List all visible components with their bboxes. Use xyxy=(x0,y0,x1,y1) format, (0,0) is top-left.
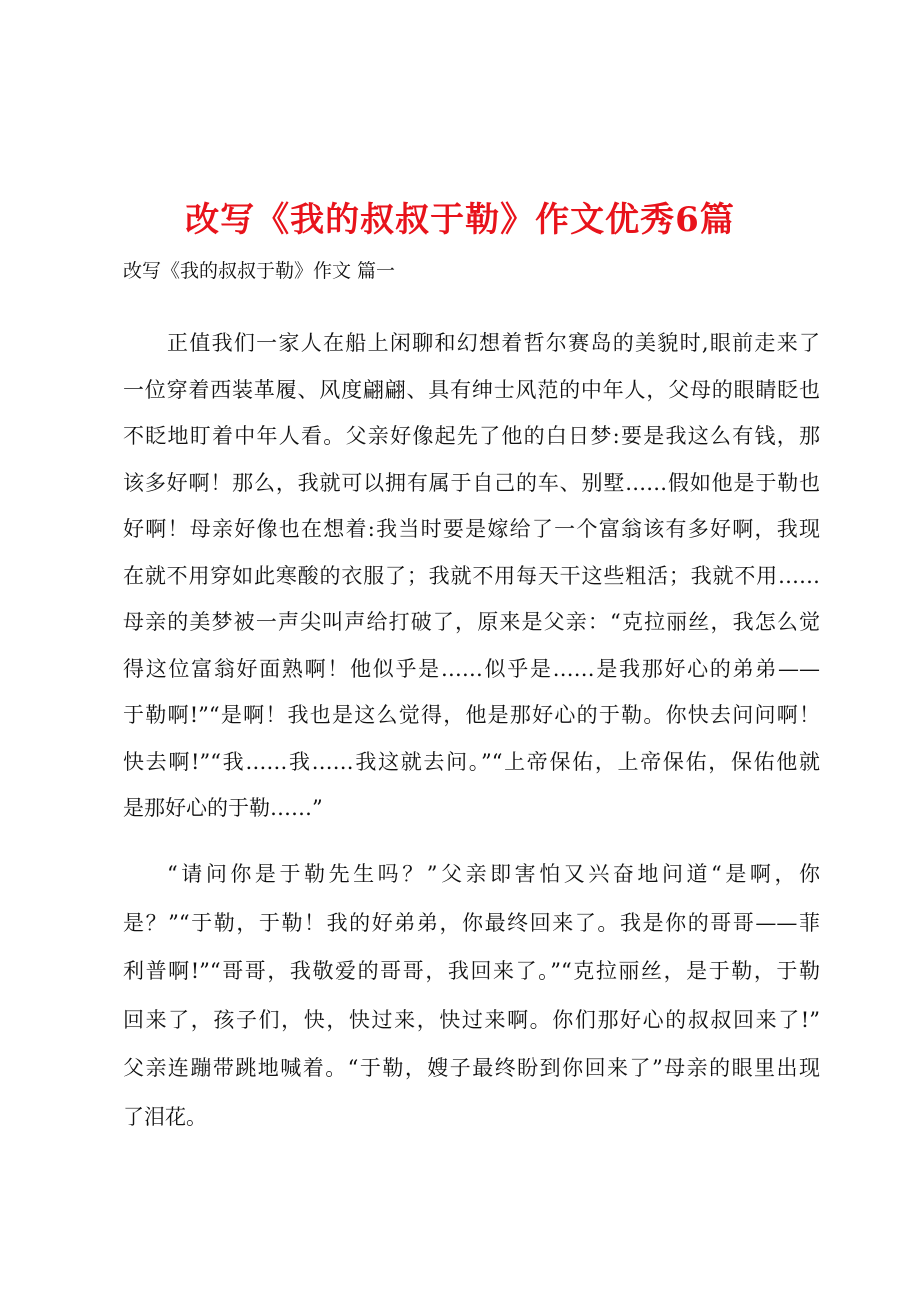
text-line: 利普啊!”“哥哥，我敬爱的哥哥，我回来了。”“克拉丽丝，是于勒，于勒 xyxy=(123,959,820,983)
text-line: 得这位富翁好面熟啊！他似乎是……似乎是……是我那好心的弟弟—— xyxy=(123,656,820,681)
section-heading: 改写《我的叔叔于勒》作文 篇一 xyxy=(123,260,396,282)
text-line: 是那好心的于勒……” xyxy=(123,796,323,820)
text-line: 在就不用穿如此寒酸的衣服了；我就不用每天干这些粗活；我就不用…… xyxy=(123,563,820,588)
text-line: 快去啊!”“我……我……我这就去问。”“上帝保佑，上帝保佑，保佑他就 xyxy=(123,749,820,774)
text-line: 于勒啊!”“是啊！我也是这么觉得，他是那好心的于勒。你快去问问啊！ xyxy=(123,703,820,727)
text-line: 母亲的美梦被一声尖叫声给打破了，原来是父亲：“克拉丽丝，我怎么觉 xyxy=(123,610,820,634)
text-line: 好啊！母亲好像也在想着:我当时要是嫁给了一个富翁该有多好啊，我现 xyxy=(123,517,820,541)
text-line: 正值我们一家人在船上闲聊和幻想着哲尔赛岛的美貌时,眼前走来了 xyxy=(167,331,820,355)
text-line: 是？”“于勒，于勒！我的好弟弟，你最终回来了。我是你的哥哥——菲 xyxy=(123,910,820,935)
paragraph-2 xyxy=(123,862,820,1153)
text-line: 回来了，孩子们，快，快过来，快过来啊。你们那好心的叔叔回来了!” xyxy=(123,1007,820,1032)
text-line: 不眨地盯着中年人看。父亲好像起先了他的白日梦:要是我这么有钱，那 xyxy=(123,424,820,448)
paragraph-1 xyxy=(123,331,820,843)
text-line: 了泪花。 xyxy=(123,1104,207,1129)
text-line: 一位穿着西装革履、风度翩翩、具有绅士风范的中年人，父母的眼睛眨也 xyxy=(123,377,820,402)
text-line: 父亲连蹦带跳地喊着。“于勒，嫂子最终盼到你回来了”母亲的眼里出现 xyxy=(123,1056,820,1080)
text-line: 该多好啊！那么，我就可以拥有属于自己的车、别墅……假如他是于勒也 xyxy=(123,470,820,495)
document-title: 改写《我的叔叔于勒》作文优秀6篇 xyxy=(185,200,735,240)
text-line: “请问你是于勒先生吗？”父亲即害怕又兴奋地问道“是啊，你 xyxy=(167,862,820,886)
